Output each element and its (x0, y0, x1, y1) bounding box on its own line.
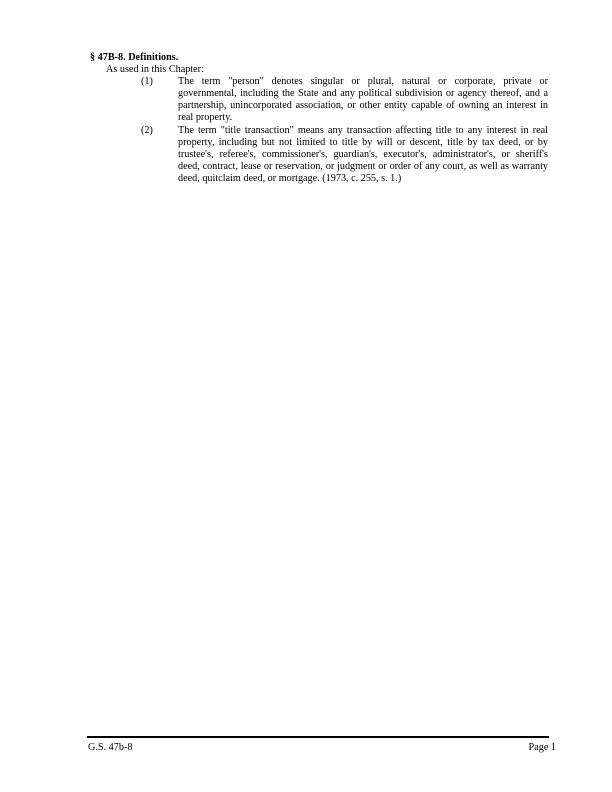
definition-text: The term "person" denotes singular or plural, natural or corporate, private or governmental, including the State and any political subdivision or agency thereof, and a partnership, unincorporated association, or other entity capable of owning an interest in real property. (178, 76, 548, 124)
definition-item-1 (90, 76, 548, 124)
definition-text: The term "title transaction" means any transaction affecting title to any interest in real property, including but not limited to title by will or descent, title by tax deed, or by trustee's, referee's, commissioner's, guardian's, executor's, administrator's, or sheriff's deed, contract, lease or reservation, or judgment or order of any court, as well as warranty deed, quitclaim deed, or mortgage. (1973, c. 255, s. 1.) (178, 124, 548, 184)
footer-divider (87, 736, 549, 738)
definition-item-2 (90, 125, 548, 185)
footer-page-number: Page 1 (528, 742, 556, 753)
definition-number: (2) (141, 124, 153, 136)
section-heading: § 47B-8. Definitions. (90, 52, 179, 63)
footer-citation: G.S. 47b-8 (88, 742, 133, 753)
section-intro: As used in this Chapter: (106, 64, 204, 76)
definition-number: (1) (141, 76, 153, 88)
statute-section (90, 52, 548, 185)
